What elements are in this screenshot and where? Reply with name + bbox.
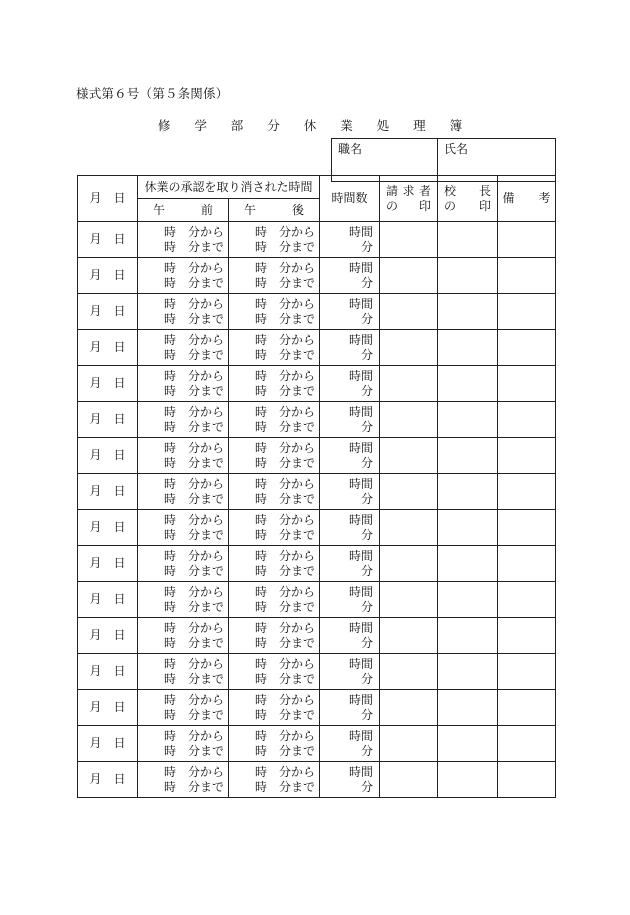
principal-seal-cell[interactable]	[438, 582, 498, 618]
am-from-text: 時 分から	[164, 729, 225, 744]
pm-time-cell[interactable]	[229, 762, 320, 798]
requester-seal-header	[380, 176, 438, 222]
hours-text: 時間	[348, 657, 373, 672]
hours-text: 時間	[348, 441, 373, 456]
requester-seal-cell[interactable]	[380, 330, 438, 366]
table-row	[78, 654, 556, 690]
requester-seal-cell[interactable]	[380, 762, 438, 798]
hours-text: 時間	[348, 549, 373, 564]
hours-cell[interactable]	[320, 474, 380, 510]
minutes-text: 分	[360, 671, 373, 686]
pm-to-text: 時 分まで	[255, 671, 316, 686]
pm-time-cell[interactable]	[229, 582, 320, 618]
hours-header: 時間数	[320, 176, 380, 222]
remarks-cell[interactable]	[498, 222, 556, 258]
am-time-cell[interactable]	[138, 546, 229, 582]
am-time-cell[interactable]	[138, 654, 229, 690]
date-cell[interactable]: 月 日	[78, 618, 138, 654]
requester-seal-cell[interactable]	[380, 222, 438, 258]
am-to-text: 時 分まで	[164, 779, 225, 794]
requester-seal-cell[interactable]	[380, 510, 438, 546]
date-cell[interactable]: 月 日	[78, 474, 138, 510]
principal-seal-cell[interactable]	[438, 762, 498, 798]
remarks-cell[interactable]	[498, 618, 556, 654]
am-from-text: 時 分から	[164, 585, 225, 600]
pm-to-text: 時 分まで	[255, 311, 316, 326]
remarks-cell[interactable]	[498, 690, 556, 726]
pm-from-text: 時 分から	[255, 729, 316, 744]
hours-text: 時間	[348, 369, 373, 384]
hours-cell[interactable]	[320, 222, 380, 258]
pm-header: 午 後	[229, 199, 320, 222]
principal-seal-cell[interactable]	[438, 510, 498, 546]
pm-to-text: 時 分まで	[255, 383, 316, 398]
hours-cell[interactable]	[320, 510, 380, 546]
date-cell[interactable]: 月 日	[78, 366, 138, 402]
form-number: 様式第６号（第５条関係）	[76, 86, 229, 101]
requester-seal-bottom: の 印	[386, 198, 431, 213]
am-to-text: 時 分まで	[164, 347, 225, 362]
date-cell[interactable]: 月 日	[78, 510, 138, 546]
am-from-text: 時 分から	[164, 225, 225, 240]
minutes-text: 分	[360, 455, 373, 470]
principal-seal-cell[interactable]	[438, 330, 498, 366]
minutes-text: 分	[360, 527, 373, 542]
am-time-cell[interactable]	[138, 366, 229, 402]
pm-to-text: 時 分まで	[255, 743, 316, 758]
principal-seal-cell[interactable]	[438, 546, 498, 582]
pm-to-text: 時 分まで	[255, 707, 316, 722]
am-to-text: 時 分まで	[164, 635, 225, 650]
am-from-text: 時 分から	[164, 693, 225, 708]
table-row	[78, 726, 556, 762]
am-time-cell[interactable]	[138, 294, 229, 330]
hours-cell[interactable]	[320, 654, 380, 690]
am-to-text: 時 分まで	[164, 743, 225, 758]
pm-from-text: 時 分から	[255, 765, 316, 780]
table-row	[78, 294, 556, 330]
pm-to-text: 時 分まで	[255, 635, 316, 650]
minutes-text: 分	[360, 707, 373, 722]
am-from-text: 時 分から	[164, 261, 225, 276]
minutes-text: 分	[360, 563, 373, 578]
am-from-text: 時 分から	[164, 333, 225, 348]
am-to-text: 時 分まで	[164, 419, 225, 434]
principal-seal-cell[interactable]	[438, 258, 498, 294]
minutes-text: 分	[360, 239, 373, 254]
principal-seal-cell[interactable]	[438, 726, 498, 762]
minutes-text: 分	[360, 635, 373, 650]
am-header: 午 前	[138, 199, 229, 222]
date-cell[interactable]: 月 日	[78, 258, 138, 294]
minutes-text: 分	[360, 383, 373, 398]
pm-to-text: 時 分まで	[255, 419, 316, 434]
hours-cell[interactable]	[320, 438, 380, 474]
am-to-text: 時 分まで	[164, 311, 225, 326]
am-time-cell[interactable]	[138, 222, 229, 258]
table-row	[78, 222, 556, 258]
requester-seal-cell[interactable]	[380, 654, 438, 690]
pm-time-cell[interactable]	[229, 402, 320, 438]
date-cell[interactable]: 月 日	[78, 690, 138, 726]
pm-to-text: 時 分まで	[255, 491, 316, 506]
pm-time-cell[interactable]	[229, 222, 320, 258]
principal-seal-cell[interactable]	[438, 690, 498, 726]
pm-to-text: 時 分まで	[255, 455, 316, 470]
leave-record-table	[77, 175, 556, 798]
principal-seal-cell[interactable]	[438, 618, 498, 654]
am-from-text: 時 分から	[164, 513, 225, 528]
table-row	[78, 582, 556, 618]
am-from-text: 時 分から	[164, 549, 225, 564]
am-to-text: 時 分まで	[164, 455, 225, 470]
hours-text: 時間	[348, 693, 373, 708]
requester-seal-cell[interactable]	[380, 366, 438, 402]
requester-seal-cell[interactable]	[380, 294, 438, 330]
hours-cell[interactable]	[320, 726, 380, 762]
pm-time-cell[interactable]	[229, 258, 320, 294]
am-to-text: 時 分まで	[164, 275, 225, 290]
table-row	[78, 510, 556, 546]
table-row	[78, 402, 556, 438]
hours-text: 時間	[348, 621, 373, 636]
remarks-cell[interactable]	[498, 438, 556, 474]
table-row	[78, 366, 556, 402]
requester-seal-top: 請求者	[386, 184, 431, 199]
requester-seal-cell[interactable]	[380, 474, 438, 510]
requester-seal-cell[interactable]	[380, 690, 438, 726]
principal-seal-top: 校 長	[444, 184, 491, 199]
table-row	[78, 618, 556, 654]
requester-seal-cell[interactable]	[380, 402, 438, 438]
principal-seal-cell[interactable]	[438, 438, 498, 474]
remarks-cell[interactable]	[498, 654, 556, 690]
pm-to-text: 時 分まで	[255, 527, 316, 542]
hours-text: 時間	[348, 513, 373, 528]
pm-time-cell[interactable]	[229, 654, 320, 690]
pm-from-text: 時 分から	[255, 477, 316, 492]
date-cell[interactable]: 月 日	[78, 546, 138, 582]
minutes-text: 分	[360, 491, 373, 506]
remarks-cell[interactable]	[498, 762, 556, 798]
name-label: 氏名	[444, 142, 469, 156]
am-from-text: 時 分から	[164, 405, 225, 420]
date-cell[interactable]: 月 日	[78, 654, 138, 690]
hours-text: 時間	[348, 765, 373, 780]
am-time-cell[interactable]	[138, 330, 229, 366]
requester-seal-cell[interactable]	[380, 258, 438, 294]
hours-text: 時間	[348, 729, 373, 744]
am-to-text: 時 分まで	[164, 527, 225, 542]
hours-cell[interactable]	[320, 402, 380, 438]
am-time-cell[interactable]	[138, 510, 229, 546]
pm-time-cell[interactable]	[229, 726, 320, 762]
hours-cell[interactable]	[320, 582, 380, 618]
pm-from-text: 時 分から	[255, 441, 316, 456]
minutes-text: 分	[360, 275, 373, 290]
pm-to-text: 時 分まで	[255, 599, 316, 614]
pm-time-cell[interactable]	[229, 546, 320, 582]
hours-cell[interactable]	[320, 294, 380, 330]
am-time-cell[interactable]	[138, 726, 229, 762]
principal-seal-cell[interactable]	[438, 474, 498, 510]
cancelled-time-header: 休業の承認を取り消された時間	[138, 176, 320, 199]
am-from-text: 時 分から	[164, 657, 225, 672]
am-to-text: 時 分まで	[164, 671, 225, 686]
pm-from-text: 時 分から	[255, 261, 316, 276]
pm-time-cell[interactable]	[229, 330, 320, 366]
am-from-text: 時 分から	[164, 369, 225, 384]
am-time-cell[interactable]	[138, 582, 229, 618]
table-row	[78, 258, 556, 294]
document-title: 修 学 部 分 休 業 処 理 簿	[157, 118, 473, 133]
am-time-cell[interactable]	[138, 258, 229, 294]
requester-seal-cell[interactable]	[380, 438, 438, 474]
pm-from-text: 時 分から	[255, 405, 316, 420]
hours-text: 時間	[348, 477, 373, 492]
date-cell[interactable]: 月 日	[78, 402, 138, 438]
date-cell[interactable]: 月 日	[78, 438, 138, 474]
date-header: 月 日	[78, 176, 138, 222]
hours-text: 時間	[348, 261, 373, 276]
requester-seal-cell[interactable]	[380, 582, 438, 618]
principal-seal-cell[interactable]	[438, 366, 498, 402]
requester-seal-cell[interactable]	[380, 618, 438, 654]
pm-to-text: 時 分まで	[255, 779, 316, 794]
table-row	[78, 546, 556, 582]
principal-seal-cell[interactable]	[438, 294, 498, 330]
am-to-text: 時 分まで	[164, 383, 225, 398]
principal-seal-cell[interactable]	[438, 402, 498, 438]
pm-from-text: 時 分から	[255, 585, 316, 600]
pm-from-text: 時 分から	[255, 369, 316, 384]
principal-seal-bottom: の 印	[444, 198, 491, 213]
am-time-cell[interactable]	[138, 438, 229, 474]
remarks-cell[interactable]	[498, 294, 556, 330]
remarks-cell[interactable]	[498, 474, 556, 510]
table-row	[78, 330, 556, 366]
table-row	[78, 690, 556, 726]
remarks-header: 備 考	[498, 176, 556, 222]
remarks-cell[interactable]	[498, 726, 556, 762]
hours-text: 時間	[348, 297, 373, 312]
remarks-cell[interactable]	[498, 582, 556, 618]
am-from-text: 時 分から	[164, 621, 225, 636]
hours-text: 時間	[348, 225, 373, 240]
remarks-cell[interactable]	[498, 366, 556, 402]
hours-cell[interactable]	[320, 546, 380, 582]
am-from-text: 時 分から	[164, 477, 225, 492]
remarks-cell[interactable]	[498, 510, 556, 546]
am-time-cell[interactable]	[138, 618, 229, 654]
remarks-cell[interactable]	[498, 258, 556, 294]
table-row	[78, 762, 556, 798]
principal-seal-header	[438, 176, 498, 222]
position-label: 職名	[338, 142, 363, 156]
minutes-text: 分	[360, 311, 373, 326]
hours-cell[interactable]	[320, 366, 380, 402]
table-row	[78, 474, 556, 510]
date-cell[interactable]: 月 日	[78, 582, 138, 618]
pm-time-cell[interactable]	[229, 690, 320, 726]
hours-text: 時間	[348, 585, 373, 600]
date-cell[interactable]: 月 日	[78, 726, 138, 762]
pm-from-text: 時 分から	[255, 333, 316, 348]
hours-cell[interactable]	[320, 690, 380, 726]
table-row	[78, 438, 556, 474]
pm-time-cell[interactable]	[229, 438, 320, 474]
hours-cell[interactable]	[320, 618, 380, 654]
requester-seal-cell[interactable]	[380, 546, 438, 582]
pm-time-cell[interactable]	[229, 294, 320, 330]
am-to-text: 時 分まで	[164, 239, 225, 254]
am-from-text: 時 分から	[164, 297, 225, 312]
am-time-cell[interactable]	[138, 402, 229, 438]
minutes-text: 分	[360, 743, 373, 758]
principal-seal-cell[interactable]	[438, 654, 498, 690]
am-from-text: 時 分から	[164, 441, 225, 456]
am-time-cell[interactable]	[138, 762, 229, 798]
am-time-cell[interactable]	[138, 690, 229, 726]
am-to-text: 時 分まで	[164, 563, 225, 578]
pm-from-text: 時 分から	[255, 657, 316, 672]
minutes-text: 分	[360, 599, 373, 614]
hours-text: 時間	[348, 333, 373, 348]
pm-to-text: 時 分まで	[255, 563, 316, 578]
hours-cell[interactable]	[320, 258, 380, 294]
pm-from-text: 時 分から	[255, 621, 316, 636]
remarks-cell[interactable]	[498, 546, 556, 582]
hours-text: 時間	[348, 405, 373, 420]
pm-from-text: 時 分から	[255, 693, 316, 708]
pm-to-text: 時 分まで	[255, 347, 316, 362]
date-cell[interactable]: 月 日	[78, 222, 138, 258]
minutes-text: 分	[360, 779, 373, 794]
am-to-text: 時 分まで	[164, 491, 225, 506]
pm-to-text: 時 分まで	[255, 239, 316, 254]
am-to-text: 時 分まで	[164, 599, 225, 614]
am-time-cell[interactable]	[138, 474, 229, 510]
pm-from-text: 時 分から	[255, 297, 316, 312]
hours-cell[interactable]	[320, 762, 380, 798]
date-cell[interactable]: 月 日	[78, 762, 138, 798]
remarks-cell[interactable]	[498, 402, 556, 438]
date-cell[interactable]: 月 日	[78, 330, 138, 366]
minutes-text: 分	[360, 419, 373, 434]
pm-from-text: 時 分から	[255, 225, 316, 240]
pm-time-cell[interactable]	[229, 366, 320, 402]
requester-seal-cell[interactable]	[380, 726, 438, 762]
am-to-text: 時 分まで	[164, 707, 225, 722]
principal-seal-cell[interactable]	[438, 222, 498, 258]
pm-time-cell[interactable]	[229, 510, 320, 546]
pm-time-cell[interactable]	[229, 474, 320, 510]
pm-from-text: 時 分から	[255, 549, 316, 564]
am-from-text: 時 分から	[164, 765, 225, 780]
minutes-text: 分	[360, 347, 373, 362]
date-cell[interactable]: 月 日	[78, 294, 138, 330]
pm-from-text: 時 分から	[255, 513, 316, 528]
pm-to-text: 時 分まで	[255, 275, 316, 290]
remarks-cell[interactable]	[498, 330, 556, 366]
pm-time-cell[interactable]	[229, 618, 320, 654]
hours-cell[interactable]	[320, 330, 380, 366]
